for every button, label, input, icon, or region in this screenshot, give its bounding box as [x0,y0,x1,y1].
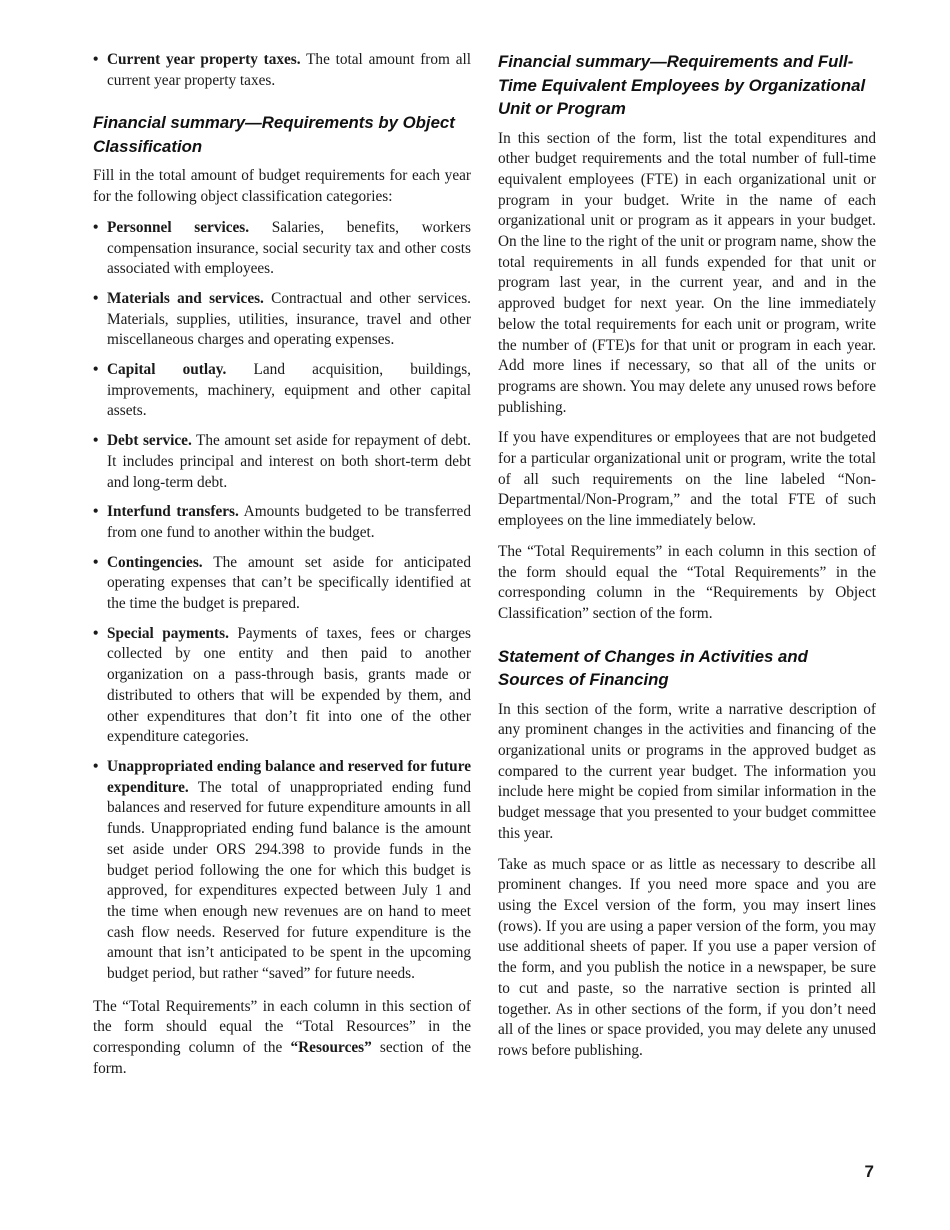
list-item [93,757,471,985]
closing-text-end: section of the form. [93,1039,472,1077]
closing-text: The “Total Requirements” in each column in this section of the form should equal the “Total Resources” in the corresponding column of the [93,997,471,1057]
list-item [93,624,471,748]
bullet-text: The total of unappropriated ending fund balances and reserved for future expenditure amounts in all funds. Unappropriated ending fund balance is the amount set aside under ORS 294.398 to provide funds in the budget period following the one for which this budget is approved, for expenditures expected between July 1 and the time when enough new revenues are on hand to meet cash flow needs. Reserved for future expenditure is the amount that isn’t anticipated to be spent in the upcoming budget period, but rather “saved” for future needs. [107,778,471,983]
list-item [93,360,471,422]
paragraph: In this section of the form, write a narrative description of any prominent changes in the activities and financing of the organizational units or programs in the approved budget as compared to the current year budget. The information you include here might be copied from similar information in the budget message that you presented to your budget committee this year. [498,700,876,842]
list-item [93,289,471,351]
resources-reference: “Resources” [290,1039,372,1057]
bullet-text: Payments of taxes, fees or charges collected by one entity and then paid to another organization on a pass-through basis, grants made or distributed to others that will be expended by them, and other expenditures that don’t fit into one of the other expenditure categories. [107,624,471,746]
bullet-term: Materials and services. [107,289,264,307]
bullet-text: Amounts budgeted to be transferred from one fund to another within the budget. [107,503,471,541]
paragraph: The “Total Requirements” in each column in this section of the form should equal the “Total Requirements” in the corresponding column in the “Requirements by Object Classification” section of the form. [498,542,876,622]
section-heading: Financial summary—Requirements and Full-Time Equivalent Employees by Organizational Unit or Program [498,52,866,118]
list-item [93,431,471,493]
bullet-text: Contractual and other services. Materials, supplies, utilities, insurance, travel and other miscellaneous charges and operating expenses. [107,289,471,349]
object-classification-list [93,218,471,985]
bullet-term: Capital outlay. [107,361,227,379]
section-heading: Financial summary—Requirements by Object Classification [93,113,455,156]
bullet-text: The total amount from all current year property taxes. [107,51,471,89]
bullet-term: Interfund transfers. [107,503,239,521]
section-closing [93,997,471,1080]
left-column [93,50,471,1090]
bullet-term: Current year property taxes. [107,51,301,68]
list-item [93,218,471,280]
paragraph: If you have expenditures or employees that are not budgeted for a particular organizational unit or program, write the total of all such requirements on the line labeled “Non-Departmental/Non-Program,” and the total FTE of such employees on the line immediately below. [498,429,876,530]
paragraph: Take as much space or as little as necessary to describe all prominent changes. If you need more space and you are using the Excel version of the form, you may insert lines (rows). If you are using a paper version of the form, you may use additional sheets of paper. If you use a paper version of the form, and you publish the notice in a newspaper, be sure to cut and paste, so the narrative section is printed all together. As in other sections of the form, if you don’t need all of the lines or space provided, you may delete any unused rows before publishing. [498,855,876,1059]
bullet-term: Special payments. [107,624,229,642]
list-item [93,502,471,543]
section-intro: Fill in the total amount of budget requirements for each year for the following object classification categories: [93,167,471,206]
section-heading: Statement of Changes in Activities and Sources of Financing [498,646,808,690]
right-column [498,50,876,1072]
bullet-term: Unappropriated ending balance and reserved for future expenditure. [107,757,471,796]
bullet-term: Debt service. [107,432,192,450]
bullet-text: The amount set aside for anticipated operating expenses that can’t be specifically identified at the time the budget is prepared. [107,553,471,613]
list-item [93,553,471,615]
page-number: 7 [864,1162,874,1181]
list-item [93,50,471,91]
property-taxes-list [93,50,471,91]
bullet-text: Salaries, benefits, workers compensation insurance, social security tax and other costs associated with employees. [107,218,471,278]
paragraph: In this section of the form, list the total expenditures and other budget requirements and the total number of full-time equivalent employees (FTE) in each organizational unit or program in your budget. Write in the name of each organizational unit or program as it appears in your budget. On the line to the right of the unit or program name, show the total requirements in all funds expended for that unit or program last year, in the current year, and and in the approved budget for next year. On the line immediately below the total requirements for each unit or program, write the number of (FTE)s for that unit or program in each year. Add more lines if necessary, so that all of the units or programs are shown. You may delete any unused rows before publishing. [498,129,876,416]
bullet-term: Personnel services. [107,218,250,236]
bullet-term: Contingencies. [107,553,203,571]
bullet-text: The amount set aside for repayment of debt. It includes principal and interest on both short-term debt and long-term debt. [107,432,471,491]
bullet-text: Land acquisition, buildings, improvements, machinery, equipment and other capital assets. [107,361,472,420]
